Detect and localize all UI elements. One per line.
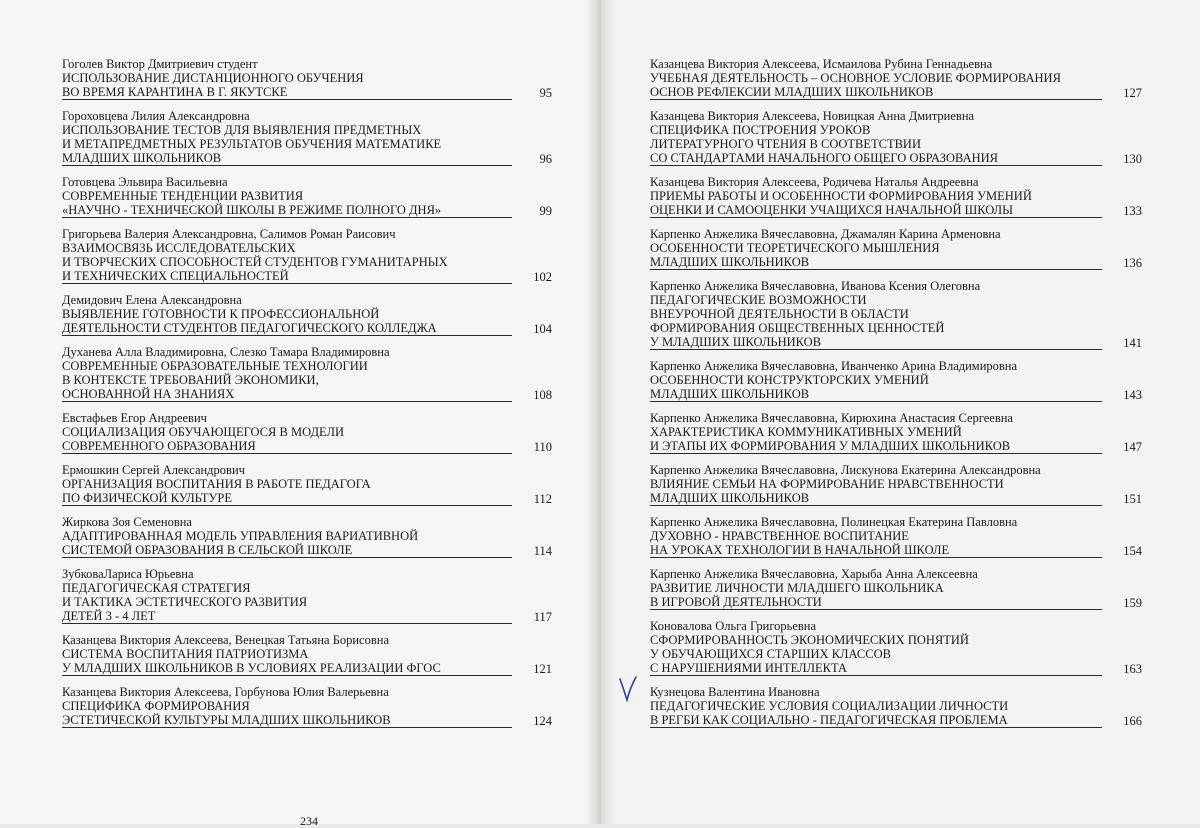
entry-title-underline: [650, 505, 1102, 506]
entry-title-line: СПЕЦИФИКА ПОСТРОЕНИЯ УРОКОВ: [650, 123, 871, 137]
entry-title-underline: [650, 99, 1102, 100]
entry-page-number: 136: [1123, 256, 1142, 270]
entry-title-line: СИСТЕМОЙ ОБРАЗОВАНИЯ В СЕЛЬСКОЙ ШКОЛЕ: [62, 543, 353, 557]
entry-title-line: ВЛИЯНИЕ СЕМЬИ НА ФОРМИРОВАНИЕ НРАВСТВЕННОСТИ: [650, 477, 1004, 491]
entry-authors: Демидович Елена Александровна: [62, 293, 242, 307]
entry-title-line: ПЕДАГОГИЧЕСКАЯ СТРАТЕГИЯ: [62, 581, 251, 595]
entry-authors: Гоголев Виктор Дмитриевич студент: [62, 57, 258, 71]
book-gutter: [585, 0, 615, 824]
entry-title-underline: [62, 675, 512, 676]
entry-title-line: НА УРОКАХ ТЕХНОЛОГИИ В НАЧАЛЬНОЙ ШКОЛЕ: [650, 543, 950, 557]
entry-title-line: И ТВОРЧЕСКИХ СПОСОБНОСТЕЙ СТУДЕНТОВ ГУМАНИТАРНЫХ: [62, 255, 448, 269]
left-page-folio: 234: [300, 814, 318, 828]
entry-title-line: МЛАДШИХ ШКОЛЬНИКОВ: [62, 151, 222, 165]
entry-title-line: И ТЕХНИЧЕСКИХ СПЕЦИАЛЬНОСТЕЙ: [62, 269, 289, 283]
entry-authors: Кузнецова Валентина Ивановна: [650, 685, 820, 699]
entry-page-number: 141: [1123, 336, 1142, 350]
entry-page-number: 96: [539, 152, 552, 166]
entry-page-number: 154: [1123, 544, 1142, 558]
entry-title-underline: [62, 727, 512, 728]
right-toc-column: [650, 57, 1142, 737]
entry-title-line: ОРГАНИЗАЦИЯ ВОСПИТАНИЯ В РАБОТЕ ПЕДАГОГА: [62, 477, 371, 491]
entry-authors: Казанцева Виктория Алексеева, Исмаилова Рубина Геннадьевна: [650, 57, 993, 71]
entry-page-number: 151: [1123, 492, 1142, 506]
entry-title-underline: [62, 505, 512, 506]
entry-authors: Карпенко Анжелика Вячеславовна, Джамалян Карина Арменовна: [650, 227, 1001, 241]
toc-entry: [62, 515, 552, 558]
entry-page-number: 104: [533, 322, 552, 336]
entry-title-line: СОВРЕМЕННОГО ОБРАЗОВАНИЯ: [62, 439, 256, 453]
entry-title-line: ПЕДАГОГИЧЕСКИЕ ВОЗМОЖНОСТИ: [650, 293, 867, 307]
entry-title-line: СОВРЕМЕННЫЕ ТЕНДЕНЦИИ РАЗВИТИЯ: [62, 189, 304, 203]
entry-authors: Карпенко Анжелика Вячеславовна, Харыба Анна Алексеевна: [650, 567, 978, 581]
entry-title-line: ВЫЯВЛЕНИЕ ГОТОВНОСТИ К ПРОФЕССИОНАЛЬНОЙ: [62, 307, 380, 321]
entry-page-number: 147: [1123, 440, 1142, 454]
entry-title-underline: [62, 401, 512, 402]
toc-entry: [62, 57, 552, 100]
entry-page-number: 99: [539, 204, 552, 218]
entry-title-line: В РЕГБИ КАК СОЦИАЛЬНО - ПЕДАГОГИЧЕСКАЯ ПРОБЛЕМА: [650, 713, 1008, 727]
entry-title-underline: [650, 727, 1102, 728]
entry-title-underline: [62, 335, 512, 336]
toc-entry: [62, 567, 552, 624]
entry-title-line: ОСОБЕННОСТИ КОНСТРУКТОРСКИХ УМЕНИЙ: [650, 373, 929, 387]
entry-title-line: ОСНОВ РЕФЛЕКСИИ МЛАДШИХ ШКОЛЬНИКОВ: [650, 85, 934, 99]
entry-page-number: 127: [1123, 86, 1142, 100]
entry-title-line: «НАУЧНО - ТЕХНИЧЕСКОЙ ШКОЛЫ В РЕЖИМЕ ПОЛНОГО ДНЯ»: [62, 203, 442, 217]
toc-entry: [650, 567, 1142, 610]
entry-title-line: У ОБУЧАЮЩИХСЯ СТАРШИХ КЛАССОВ: [650, 647, 891, 661]
entry-title-line: В ИГРОВОЙ ДЕЯТЕЛЬНОСТИ: [650, 595, 822, 609]
entry-title-line: АДАПТИРОВАННАЯ МОДЕЛЬ УПРАВЛЕНИЯ ВАРИАТИВНОЙ: [62, 529, 419, 543]
toc-entry: [62, 345, 552, 402]
entry-title-underline: [62, 165, 512, 166]
entry-title-line: ОЦЕНКИ И САМООЦЕНКИ УЧАЩИХСЯ НАЧАЛЬНОЙ ШКОЛЫ: [650, 203, 1014, 217]
entry-title-line: СОЦИАЛИЗАЦИЯ ОБУЧАЮЩЕГОСЯ В МОДЕЛИ: [62, 425, 344, 439]
entry-title-line: С НАРУШЕНИЯМИ ИНТЕЛЛЕКТА: [650, 661, 848, 675]
entry-title-line: ХАРАКТЕРИСТИКА КОММУНИКАТИВНЫХ УМЕНИЙ: [650, 425, 962, 439]
entry-title-underline: [650, 269, 1102, 270]
toc-entry: [650, 175, 1142, 218]
entry-title-underline: [62, 623, 512, 624]
entry-title-underline: [650, 609, 1102, 610]
toc-entry: [62, 463, 552, 506]
toc-entry: [650, 359, 1142, 402]
entry-page-number: 121: [533, 662, 552, 676]
entry-title-line: ВЗАИМОСВЯЗЬ ИССЛЕДОВАТЕЛЬСКИХ: [62, 241, 296, 255]
entry-page-number: 159: [1123, 596, 1142, 610]
entry-title-line: ИСПОЛЬЗОВАНИЕ ДИСТАНЦИОННОГО ОБУЧЕНИЯ: [62, 71, 364, 85]
toc-entry: [62, 175, 552, 218]
entry-title-line: И ЭТАПЫ ИХ ФОРМИРОВАНИЯ У МЛАДШИХ ШКОЛЬНИКОВ: [650, 439, 1011, 453]
entry-title-line: МЛАДШИХ ШКОЛЬНИКОВ: [650, 387, 810, 401]
toc-entry: [62, 633, 552, 676]
entry-authors: ЗубковаЛариса Юрьевна: [62, 567, 194, 581]
entry-title-underline: [62, 453, 512, 454]
entry-title-line: ДЕЯТЕЛЬНОСТИ СТУДЕНТОВ ПЕДАГОГИЧЕСКОГО КОЛЛЕДЖА: [62, 321, 437, 335]
entry-authors: Карпенко Анжелика Вячеславовна, Полинецкая Екатерина Павловна: [650, 515, 1018, 529]
entry-title-line: МЛАДШИХ ШКОЛЬНИКОВ: [650, 255, 810, 269]
entry-title-line: У МЛАДШИХ ШКОЛЬНИКОВ: [650, 335, 822, 349]
entry-authors: Жиркова Зоя Семеновна: [62, 515, 192, 529]
entry-title-underline: [62, 217, 512, 218]
entry-page-number: 117: [533, 610, 552, 624]
entry-title-line: ЭСТЕТИЧЕСКОЙ КУЛЬТУРЫ МЛАДШИХ ШКОЛЬНИКОВ: [62, 713, 391, 727]
entry-authors: Карпенко Анжелика Вячеславовна, Иванова Ксения Олеговна: [650, 279, 981, 293]
entry-title-underline: [650, 453, 1102, 454]
entry-title-line: ИСПОЛЬЗОВАНИЕ ТЕСТОВ ДЛЯ ВЫЯВЛЕНИЯ ПРЕДМЕТНЫХ: [62, 123, 422, 137]
entry-title-underline: [650, 217, 1102, 218]
entry-authors: Карпенко Анжелика Вячеславовна, Лискунова Екатерина Александровна: [650, 463, 1041, 477]
entry-authors: Евстафьев Егор Андреевич: [62, 411, 207, 425]
entry-page-number: 112: [533, 492, 552, 506]
entry-title-line: ДЕТЕЙ 3 - 4 ЛЕТ: [62, 609, 156, 623]
entry-title-line: ПРИЕМЫ РАБОТЫ И ОСОБЕННОСТИ ФОРМИРОВАНИЯ УМЕНИЙ: [650, 189, 1032, 203]
entry-title-underline: [62, 99, 512, 100]
entry-authors: Духанева Алла Владимировна, Слезко Тамара Владимировна: [62, 345, 390, 359]
entry-title-line: В КОНТЕКСТЕ ТРЕБОВАНИЙ ЭКОНОМИКИ,: [62, 373, 319, 387]
entry-title-line: СИСТЕМА ВОСПИТАНИЯ ПАТРИОТИЗМА: [62, 647, 309, 661]
entry-page-number: 102: [533, 270, 552, 284]
entry-page-number: 108: [533, 388, 552, 402]
entry-authors: Ермошкин Сергей Александрович: [62, 463, 245, 477]
toc-entry: [62, 411, 552, 454]
entry-page-number: 133: [1123, 204, 1142, 218]
entry-authors: Гороховцева Лилия Александровна: [62, 109, 250, 123]
toc-entry: [650, 515, 1142, 558]
entry-authors: Казанцева Виктория Алексеева, Горбунова Юлия Валерьевна: [62, 685, 389, 699]
entry-title-line: ОСНОВАННОЙ НА ЗНАНИЯХ: [62, 387, 235, 401]
entry-title-line: У МЛАДШИХ ШКОЛЬНИКОВ В УСЛОВИЯХ РЕАЛИЗАЦИИ ФГОС: [62, 661, 441, 675]
entry-title-underline: [650, 165, 1102, 166]
left-toc-column: [62, 57, 552, 737]
handwritten-checkmark-icon: [618, 676, 638, 702]
entry-page-number: 114: [533, 544, 552, 558]
toc-entry: [650, 619, 1142, 676]
toc-entry: [62, 293, 552, 336]
toc-entry: [650, 411, 1142, 454]
toc-entry: [62, 109, 552, 166]
toc-entry: [62, 685, 552, 728]
entry-title-line: ФОРМИРОВАНИЯ ОБЩЕСТВЕННЫХ ЦЕННОСТЕЙ: [650, 321, 945, 335]
entry-title-line: ДУХОВНО - НРАВСТВЕННОЕ ВОСПИТАНИЕ: [650, 529, 909, 543]
entry-title-underline: [62, 283, 512, 284]
entry-title-line: МЛАДШИХ ШКОЛЬНИКОВ: [650, 491, 810, 505]
entry-title-line: ВНЕУРОЧНОЙ ДЕЯТЕЛЬНОСТИ В ОБЛАСТИ: [650, 307, 909, 321]
entry-page-number: 95: [539, 86, 552, 100]
entry-page-number: 130: [1123, 152, 1142, 166]
entry-title-line: ВО ВРЕМЯ КАРАНТИНА В Г. ЯКУТСКЕ: [62, 85, 288, 99]
toc-entry: [650, 463, 1142, 506]
entry-authors: Казанцева Виктория Алексеева, Родичева Наталья Андреевна: [650, 175, 979, 189]
entry-page-number: 110: [533, 440, 552, 454]
entry-authors: Казанцева Виктория Алексеева, Венецкая Татьяна Борисовна: [62, 633, 389, 647]
entry-authors: Коновалова Ольга Григорьевна: [650, 619, 817, 633]
entry-page-number: 166: [1123, 714, 1142, 728]
entry-title-line: ПО ФИЗИЧЕСКОЙ КУЛЬТУРЕ: [62, 491, 232, 505]
entry-page-number: 163: [1123, 662, 1142, 676]
toc-entry: [62, 227, 552, 284]
entry-page-number: 143: [1123, 388, 1142, 402]
entry-title-underline: [650, 557, 1102, 558]
entry-title-line: ПЕДАГОГИЧЕСКИЕ УСЛОВИЯ СОЦИАЛИЗАЦИИ ЛИЧНОСТИ: [650, 699, 1009, 713]
toc-entry: [650, 279, 1142, 350]
toc-entry: [650, 685, 1142, 728]
toc-entry: [650, 57, 1142, 100]
entry-title-line: ЛИТЕРАТУРНОГО ЧТЕНИЯ В СООТВЕТСТВИИ: [650, 137, 921, 151]
entry-title-line: И ТАКТИКА ЭСТЕТИЧЕСКОГО РАЗВИТИЯ: [62, 595, 308, 609]
entry-authors: Карпенко Анжелика Вячеславовна, Кирюхина Анастасия Сергеевна: [650, 411, 1013, 425]
entry-authors: Готовцева Эльвира Васильевна: [62, 175, 228, 189]
entry-title-line: РАЗВИТИЕ ЛИЧНОСТИ МЛАДШЕГО ШКОЛЬНИКА: [650, 581, 944, 595]
entry-authors: Григорьева Валерия Александровна, Салимов Роман Раисович: [62, 227, 396, 241]
entry-title-underline: [650, 401, 1102, 402]
entry-title-underline: [62, 557, 512, 558]
entry-title-line: СОВРЕМЕННЫЕ ОБРАЗОВАТЕЛЬНЫЕ ТЕХНОЛОГИИ: [62, 359, 368, 373]
entry-title-line: УЧЕБНАЯ ДЕЯТЕЛЬНОСТЬ – ОСНОВНОЕ УСЛОВИЕ ФОРМИРОВАНИЯ: [650, 71, 1061, 85]
entry-title-line: ОСОБЕННОСТИ ТЕОРЕТИЧЕСКОГО МЫШЛЕНИЯ: [650, 241, 940, 255]
entry-title-underline: [650, 675, 1102, 676]
entry-authors: Карпенко Анжелика Вячеславовна, Иванченко Арина Владимировна: [650, 359, 1018, 373]
entry-title-line: СПЕЦИФИКА ФОРМИРОВАНИЯ: [62, 699, 250, 713]
entry-title-line: СО СТАНДАРТАМИ НАЧАЛЬНОГО ОБЩЕГО ОБРАЗОВАНИЯ: [650, 151, 998, 165]
entry-title-underline: [650, 349, 1102, 350]
toc-entry: [650, 227, 1142, 270]
entry-authors: Казанцева Виктория Алексеева, Новицкая Анна Дмитриевна: [650, 109, 975, 123]
toc-entry: [650, 109, 1142, 166]
entry-title-line: И МЕТАПРЕДМЕТНЫХ РЕЗУЛЬТАТОВ ОБУЧЕНИЯ МАТЕМАТИКЕ: [62, 137, 442, 151]
entry-page-number: 124: [533, 714, 552, 728]
entry-title-line: СФОРМИРОВАННОСТЬ ЭКОНОМИЧЕСКИХ ПОНЯТИЙ: [650, 633, 969, 647]
